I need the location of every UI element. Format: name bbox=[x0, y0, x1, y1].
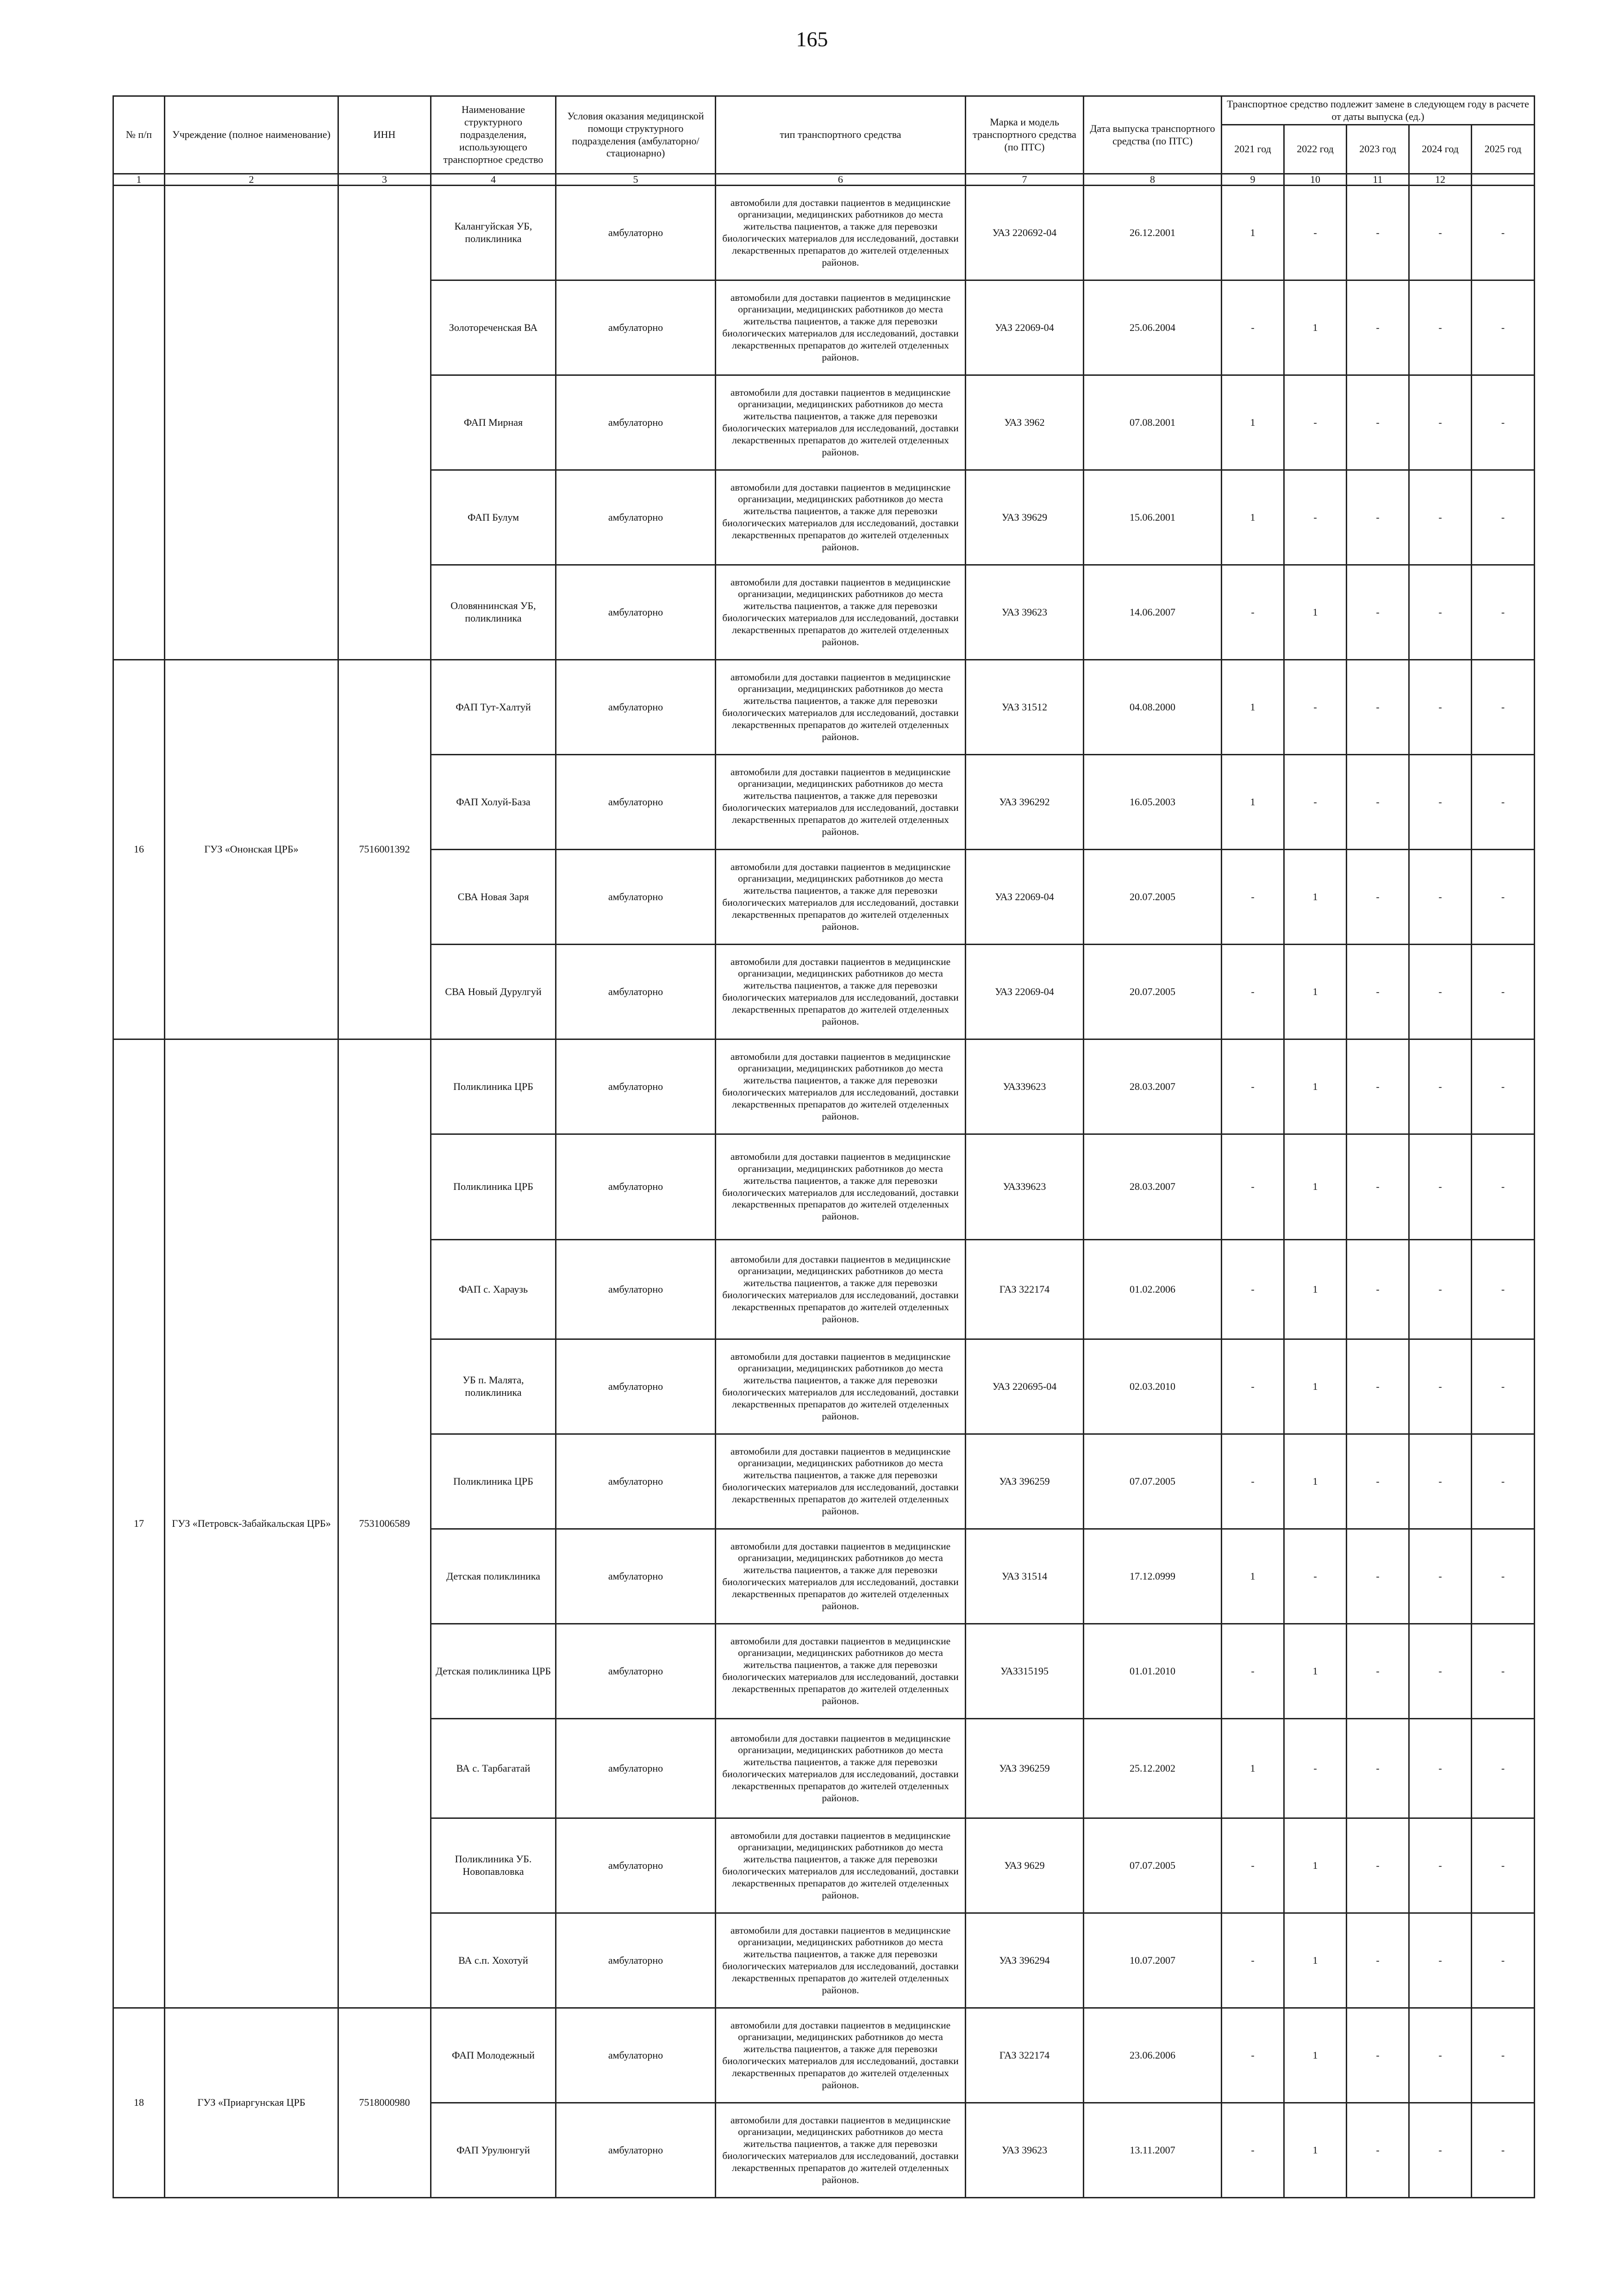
replace-2021-cell: - bbox=[1222, 1339, 1284, 1434]
release-date-cell: 10.07.2007 bbox=[1084, 1913, 1222, 2008]
table-row bbox=[113, 660, 1535, 755]
release-date-cell: 14.06.2007 bbox=[1084, 565, 1222, 660]
subdivision-cell: Поликлиника УБ. Новопавловка bbox=[431, 1818, 556, 1913]
conditions-cell: амбулаторно bbox=[556, 1719, 716, 1818]
model-cell: ГАЗ 322174 bbox=[966, 2008, 1084, 2103]
release-date-cell: 13.11.2007 bbox=[1084, 2103, 1222, 2198]
inn-cell: 7531006589 bbox=[338, 1039, 431, 2008]
replace-2021-cell: - bbox=[1222, 1624, 1284, 1719]
replace-2025-cell: - bbox=[1472, 755, 1535, 850]
subdivision-cell: Калангуйская УБ, поликлиника bbox=[431, 186, 556, 280]
replace-2021-cell: - bbox=[1222, 1039, 1284, 1134]
replace-2025-cell: - bbox=[1472, 565, 1535, 660]
release-date-cell: 23.06.2006 bbox=[1084, 2008, 1222, 2103]
replace-2022-cell: 1 bbox=[1284, 565, 1347, 660]
subdivision-cell: СВА Новый Дурулгуй bbox=[431, 945, 556, 1039]
replace-2024-cell: - bbox=[1409, 660, 1472, 755]
replace-2023-cell: - bbox=[1347, 1719, 1409, 1818]
replace-2025-cell: - bbox=[1472, 2008, 1535, 2103]
replace-2024-cell: - bbox=[1409, 1240, 1472, 1339]
column-number: 2 bbox=[165, 174, 338, 186]
header-year-2022: 2022 год bbox=[1284, 125, 1347, 174]
subdivision-cell: Поликлиника ЦРБ bbox=[431, 1134, 556, 1240]
release-date-cell: 28.03.2007 bbox=[1084, 1134, 1222, 1240]
model-cell: УАЗ 31514 bbox=[966, 1529, 1084, 1624]
release-date-cell: 04.08.2000 bbox=[1084, 660, 1222, 755]
model-cell: УАЗ 39623 bbox=[966, 2103, 1084, 2198]
subdivision-cell: ФАП Холуй-База bbox=[431, 755, 556, 850]
release-date-cell: 20.07.2005 bbox=[1084, 850, 1222, 945]
replace-2025-cell: - bbox=[1472, 375, 1535, 470]
table-row bbox=[113, 186, 1535, 280]
model-cell: УАЗ315195 bbox=[966, 1624, 1084, 1719]
column-number: 10 bbox=[1284, 174, 1347, 186]
replace-2024-cell: - bbox=[1409, 850, 1472, 945]
vehicle-type-cell: автомобили для доставки пациентов в медицинские организации, медицинских работников до места жительства пациентов, а также для перевозки биологических материалов для исследований, доставки лекарственных препаратов до жителей отделенных районов. bbox=[716, 660, 966, 755]
release-date-cell: 15.06.2001 bbox=[1084, 470, 1222, 565]
replace-2023-cell: - bbox=[1347, 755, 1409, 850]
replace-2025-cell: - bbox=[1472, 470, 1535, 565]
subdivision-cell: ФАП Урулюнгуй bbox=[431, 2103, 556, 2198]
replace-2021-cell: - bbox=[1222, 850, 1284, 945]
subdivision-cell: ФАП Мирная bbox=[431, 375, 556, 470]
replace-2023-cell: - bbox=[1347, 1039, 1409, 1134]
model-cell: УАЗ39623 bbox=[966, 1134, 1084, 1240]
inn-cell: 7516001392 bbox=[338, 660, 431, 1039]
vehicle-type-cell: автомобили для доставки пациентов в медицинские организации, медицинских работников до места жительства пациентов, а также для перевозки биологических материалов для исследований, доставки лекарственных препаратов до жителей отделенных районов. bbox=[716, 280, 966, 375]
subdivision-cell: Оловяннинская УБ, поликлиника bbox=[431, 565, 556, 660]
replace-2024-cell: - bbox=[1409, 2103, 1472, 2198]
conditions-cell: амбулаторно bbox=[556, 186, 716, 280]
header-release-date: Дата выпуска транспортного средства (по ПТС) bbox=[1084, 96, 1222, 174]
conditions-cell: амбулаторно bbox=[556, 660, 716, 755]
column-number: 6 bbox=[716, 174, 966, 186]
replace-2022-cell: 1 bbox=[1284, 1913, 1347, 2008]
replace-2021-cell: - bbox=[1222, 1818, 1284, 1913]
column-number: 11 bbox=[1347, 174, 1409, 186]
table-row bbox=[113, 2008, 1535, 2103]
replace-2022-cell: 1 bbox=[1284, 945, 1347, 1039]
replace-2023-cell: - bbox=[1347, 280, 1409, 375]
column-number: 5 bbox=[556, 174, 716, 186]
header-replacement-group: Транспортное средство подлежит замене в следующем году в расчете от даты выпуска (ед.) bbox=[1222, 96, 1535, 125]
replace-2022-cell: - bbox=[1284, 1529, 1347, 1624]
replace-2021-cell: 1 bbox=[1222, 660, 1284, 755]
replace-2025-cell: - bbox=[1472, 945, 1535, 1039]
release-date-cell: 25.12.2002 bbox=[1084, 1719, 1222, 1818]
replace-2025-cell: - bbox=[1472, 850, 1535, 945]
model-cell: ГАЗ 322174 bbox=[966, 1240, 1084, 1339]
replace-2025-cell: - bbox=[1472, 1818, 1535, 1913]
replace-2023-cell: - bbox=[1347, 1624, 1409, 1719]
replace-2022-cell: 1 bbox=[1284, 1818, 1347, 1913]
replace-2021-cell: - bbox=[1222, 1240, 1284, 1339]
subdivision-cell: Поликлиника ЦРБ bbox=[431, 1039, 556, 1134]
replace-2025-cell: - bbox=[1472, 1719, 1535, 1818]
model-cell: УАЗ 31512 bbox=[966, 660, 1084, 755]
column-number: 3 bbox=[338, 174, 431, 186]
release-date-cell: 07.08.2001 bbox=[1084, 375, 1222, 470]
replace-2021-cell: 1 bbox=[1222, 375, 1284, 470]
group-num-cell: 17 bbox=[113, 1039, 165, 2008]
conditions-cell: амбулаторно bbox=[556, 1624, 716, 1719]
replace-2024-cell: - bbox=[1409, 375, 1472, 470]
replace-2021-cell: - bbox=[1222, 945, 1284, 1039]
institution-cell: ГУЗ «Петровск-Забайкальская ЦРБ» bbox=[165, 1039, 338, 2008]
conditions-cell: амбулаторно bbox=[556, 2008, 716, 2103]
model-cell: УАЗ 39623 bbox=[966, 565, 1084, 660]
column-number: 7 bbox=[966, 174, 1084, 186]
release-date-cell: 16.05.2003 bbox=[1084, 755, 1222, 850]
column-number: 9 bbox=[1222, 174, 1284, 186]
release-date-cell: 25.06.2004 bbox=[1084, 280, 1222, 375]
column-number: 12 bbox=[1409, 174, 1472, 186]
conditions-cell: амбулаторно bbox=[556, 1913, 716, 2008]
replace-2021-cell: 1 bbox=[1222, 1719, 1284, 1818]
vehicle-type-cell: автомобили для доставки пациентов в медицинские организации, медицинских работников до места жительства пациентов, а также для перевозки биологических материалов для исследований, доставки лекарственных препаратов до жителей отделенных районов. bbox=[716, 565, 966, 660]
conditions-cell: амбулаторно bbox=[556, 945, 716, 1039]
model-cell: УАЗ39623 bbox=[966, 1039, 1084, 1134]
replace-2024-cell: - bbox=[1409, 1529, 1472, 1624]
release-date-cell: 17.12.0999 bbox=[1084, 1529, 1222, 1624]
page-number: 165 bbox=[796, 27, 828, 51]
conditions-cell: амбулаторно bbox=[556, 470, 716, 565]
vehicle-type-cell: автомобили для доставки пациентов в медицинские организации, медицинских работников до места жительства пациентов, а также для перевозки биологических материалов для исследований, доставки лекарственных препаратов до жителей отделенных районов. bbox=[716, 1818, 966, 1913]
model-cell: УАЗ 396259 bbox=[966, 1434, 1084, 1529]
replace-2023-cell: - bbox=[1347, 850, 1409, 945]
header-year-2023: 2023 год bbox=[1347, 125, 1409, 174]
model-cell: УАЗ 9629 bbox=[966, 1818, 1084, 1913]
model-cell: УАЗ 22069-04 bbox=[966, 945, 1084, 1039]
replace-2022-cell: 1 bbox=[1284, 280, 1347, 375]
replace-2025-cell: - bbox=[1472, 2103, 1535, 2198]
replace-2021-cell: 1 bbox=[1222, 755, 1284, 850]
header-year-2025: 2025 год bbox=[1472, 125, 1535, 174]
replace-2021-cell: 1 bbox=[1222, 186, 1284, 280]
replace-2025-cell: - bbox=[1472, 660, 1535, 755]
model-cell: УАЗ 22069-04 bbox=[966, 280, 1084, 375]
replace-2023-cell: - bbox=[1347, 1529, 1409, 1624]
replace-2022-cell: 1 bbox=[1284, 1039, 1347, 1134]
model-cell: УАЗ 39629 bbox=[966, 470, 1084, 565]
replace-2021-cell: 1 bbox=[1222, 470, 1284, 565]
model-cell: УАЗ 220695-04 bbox=[966, 1339, 1084, 1434]
vehicle-type-cell: автомобили для доставки пациентов в медицинские организации, медицинских работников до места жительства пациентов, а также для перевозки биологических материалов для исследований, доставки лекарственных препаратов до жителей отделенных районов. bbox=[716, 1529, 966, 1624]
vehicle-type-cell: автомобили для доставки пациентов в медицинские организации, медицинских работников до места жительства пациентов, а также для перевозки биологических материалов для исследований, доставки лекарственных препаратов до жителей отделенных районов. bbox=[716, 2103, 966, 2198]
replace-2023-cell: - bbox=[1347, 945, 1409, 1039]
inn-cell bbox=[338, 186, 431, 660]
conditions-cell: амбулаторно bbox=[556, 1818, 716, 1913]
replace-2022-cell: 1 bbox=[1284, 1339, 1347, 1434]
replace-2022-cell: 1 bbox=[1284, 2008, 1347, 2103]
replace-2023-cell: - bbox=[1347, 1434, 1409, 1529]
replace-2024-cell: - bbox=[1409, 1434, 1472, 1529]
vehicle-type-cell: автомобили для доставки пациентов в медицинские организации, медицинских работников до места жительства пациентов, а также для перевозки биологических материалов для исследований, доставки лекарственных препаратов до жителей отделенных районов. bbox=[716, 2008, 966, 2103]
replace-2022-cell: 1 bbox=[1284, 1134, 1347, 1240]
conditions-cell: амбулаторно bbox=[556, 1339, 716, 1434]
replace-2024-cell: - bbox=[1409, 1339, 1472, 1434]
vehicle-type-cell: автомобили для доставки пациентов в медицинские организации, медицинских работников до места жительства пациентов, а также для перевозки биологических материалов для исследований, доставки лекарственных препаратов до жителей отделенных районов. bbox=[716, 755, 966, 850]
replace-2023-cell: - bbox=[1347, 565, 1409, 660]
model-cell: УАЗ 396259 bbox=[966, 1719, 1084, 1818]
replace-2025-cell: - bbox=[1472, 280, 1535, 375]
institution-cell: ГУЗ «Ононская ЦРБ» bbox=[165, 660, 338, 1039]
header-vehicle-type: тип транспортного средства bbox=[716, 96, 966, 174]
replace-2022-cell: 1 bbox=[1284, 1434, 1347, 1529]
replace-2022-cell: - bbox=[1284, 660, 1347, 755]
vehicle-replacement-table bbox=[112, 95, 1535, 2198]
vehicle-type-cell: автомобили для доставки пациентов в медицинские организации, медицинских работников до места жительства пациентов, а также для перевозки биологических материалов для исследований, доставки лекарственных препаратов до жителей отделенных районов. bbox=[716, 1240, 966, 1339]
replace-2021-cell: - bbox=[1222, 280, 1284, 375]
model-cell: УАЗ 396292 bbox=[966, 755, 1084, 850]
replace-2023-cell: - bbox=[1347, 470, 1409, 565]
group-num-cell: 16 bbox=[113, 660, 165, 1039]
vehicle-type-cell: автомобили для доставки пациентов в медицинские организации, медицинских работников до места жительства пациентов, а также для перевозки биологических материалов для исследований, доставки лекарственных препаратов до жителей отделенных районов. bbox=[716, 1039, 966, 1134]
replace-2022-cell: 1 bbox=[1284, 850, 1347, 945]
replace-2023-cell: - bbox=[1347, 1134, 1409, 1240]
replace-2022-cell: 1 bbox=[1284, 1624, 1347, 1719]
replace-2025-cell: - bbox=[1472, 1339, 1535, 1434]
replace-2023-cell: - bbox=[1347, 1913, 1409, 2008]
subdivision-cell: Поликлиника ЦРБ bbox=[431, 1434, 556, 1529]
institution-cell bbox=[165, 186, 338, 660]
release-date-cell: 20.07.2005 bbox=[1084, 945, 1222, 1039]
replace-2025-cell: - bbox=[1472, 186, 1535, 280]
replace-2022-cell: 1 bbox=[1284, 2103, 1347, 2198]
header-subdivision: Наименование структурного подразделения, использующего транспортное средство bbox=[431, 96, 556, 174]
subdivision-cell: Золотореченская ВА bbox=[431, 280, 556, 375]
conditions-cell: амбулаторно bbox=[556, 565, 716, 660]
release-date-cell: 28.03.2007 bbox=[1084, 1039, 1222, 1134]
column-number-row bbox=[113, 174, 1535, 186]
release-date-cell: 02.03.2010 bbox=[1084, 1339, 1222, 1434]
replace-2024-cell: - bbox=[1409, 945, 1472, 1039]
vehicle-type-cell: автомобили для доставки пациентов в медицинские организации, медицинских работников до места жительства пациентов, а также для перевозки биологических материалов для исследований, доставки лекарственных препаратов до жителей отделенных районов. bbox=[716, 945, 966, 1039]
conditions-cell: амбулаторно bbox=[556, 1039, 716, 1134]
institution-cell: ГУЗ «Приаргунская ЦРБ bbox=[165, 2008, 338, 2198]
replace-2024-cell: - bbox=[1409, 565, 1472, 660]
release-date-cell: 26.12.2001 bbox=[1084, 186, 1222, 280]
header-institution: Учреждение (полное наименование) bbox=[165, 96, 338, 174]
replace-2021-cell: - bbox=[1222, 565, 1284, 660]
replace-2022-cell: 1 bbox=[1284, 1240, 1347, 1339]
replace-2025-cell: - bbox=[1472, 1240, 1535, 1339]
replace-2022-cell: - bbox=[1284, 470, 1347, 565]
column-number bbox=[1472, 174, 1535, 186]
conditions-cell: амбулаторно bbox=[556, 1240, 716, 1339]
replace-2022-cell: - bbox=[1284, 1719, 1347, 1818]
replace-2024-cell: - bbox=[1409, 1134, 1472, 1240]
vehicle-type-cell: автомобили для доставки пациентов в медицинские организации, медицинских работников до места жительства пациентов, а также для перевозки биологических материалов для исследований, доставки лекарственных препаратов до жителей отделенных районов. bbox=[716, 1624, 966, 1719]
vehicle-type-cell: автомобили для доставки пациентов в медицинские организации, медицинских работников до места жительства пациентов, а также для перевозки биологических материалов для исследований, доставки лекарственных препаратов до жителей отделенных районов. bbox=[716, 470, 966, 565]
header-num: № п/п bbox=[113, 96, 165, 174]
conditions-cell: амбулаторно bbox=[556, 280, 716, 375]
subdivision-cell: ВА с.п. Хохотуй bbox=[431, 1913, 556, 2008]
subdivision-cell: Детская поликлиника bbox=[431, 1529, 556, 1624]
replace-2024-cell: - bbox=[1409, 280, 1472, 375]
release-date-cell: 07.07.2005 bbox=[1084, 1434, 1222, 1529]
vehicle-type-cell: автомобили для доставки пациентов в медицинские организации, медицинских работников до места жительства пациентов, а также для перевозки биологических материалов для исследований, доставки лекарственных препаратов до жителей отделенных районов. bbox=[716, 1339, 966, 1434]
replace-2023-cell: - bbox=[1347, 186, 1409, 280]
conditions-cell: амбулаторно bbox=[556, 1434, 716, 1529]
replace-2023-cell: - bbox=[1347, 660, 1409, 755]
column-number: 4 bbox=[431, 174, 556, 186]
subdivision-cell: ФАП Тут-Халтуй bbox=[431, 660, 556, 755]
replace-2021-cell: - bbox=[1222, 1134, 1284, 1240]
replace-2024-cell: - bbox=[1409, 186, 1472, 280]
replace-2021-cell: 1 bbox=[1222, 1529, 1284, 1624]
replace-2021-cell: - bbox=[1222, 2008, 1284, 2103]
replace-2024-cell: - bbox=[1409, 1818, 1472, 1913]
replace-2023-cell: - bbox=[1347, 1818, 1409, 1913]
replace-2024-cell: - bbox=[1409, 2008, 1472, 2103]
replace-2023-cell: - bbox=[1347, 1240, 1409, 1339]
replace-2023-cell: - bbox=[1347, 375, 1409, 470]
replace-2025-cell: - bbox=[1472, 1039, 1535, 1134]
model-cell: УАЗ 22069-04 bbox=[966, 850, 1084, 945]
subdivision-cell: СВА Новая Заря bbox=[431, 850, 556, 945]
table-row bbox=[113, 1039, 1535, 1134]
replace-2021-cell: - bbox=[1222, 1434, 1284, 1529]
column-number: 1 bbox=[113, 174, 165, 186]
column-number: 8 bbox=[1084, 174, 1222, 186]
subdivision-cell: ФАП с. Хараузь bbox=[431, 1240, 556, 1339]
model-cell: УАЗ 220692-04 bbox=[966, 186, 1084, 280]
replace-2022-cell: - bbox=[1284, 186, 1347, 280]
conditions-cell: амбулаторно bbox=[556, 375, 716, 470]
replace-2023-cell: - bbox=[1347, 1339, 1409, 1434]
vehicle-type-cell: автомобили для доставки пациентов в медицинские организации, медицинских работников до места жительства пациентов, а также для перевозки биологических материалов для исследований, доставки лекарственных препаратов до жителей отделенных районов. bbox=[716, 1134, 966, 1240]
vehicle-type-cell: автомобили для доставки пациентов в медицинские организации, медицинских работников до места жительства пациентов, а также для перевозки биологических материалов для исследований, доставки лекарственных препаратов до жителей отделенных районов. bbox=[716, 186, 966, 280]
vehicle-type-cell: автомобили для доставки пациентов в медицинские организации, медицинских работников до места жительства пациентов, а также для перевозки биологических материалов для исследований, доставки лекарственных препаратов до жителей отделенных районов. bbox=[716, 850, 966, 945]
header-year-2024: 2024 год bbox=[1409, 125, 1472, 174]
replace-2025-cell: - bbox=[1472, 1913, 1535, 2008]
conditions-cell: амбулаторно bbox=[556, 850, 716, 945]
conditions-cell: амбулаторно bbox=[556, 2103, 716, 2198]
group-num-cell: 18 bbox=[113, 2008, 165, 2198]
vehicle-type-cell: автомобили для доставки пациентов в медицинские организации, медицинских работников до места жительства пациентов, а также для перевозки биологических материалов для исследований, доставки лекарственных препаратов до жителей отделенных районов. bbox=[716, 1719, 966, 1818]
subdivision-cell: Детская поликлиника ЦРБ bbox=[431, 1624, 556, 1719]
inn-cell: 7518000980 bbox=[338, 2008, 431, 2198]
conditions-cell: амбулаторно bbox=[556, 1529, 716, 1624]
replace-2022-cell: - bbox=[1284, 375, 1347, 470]
subdivision-cell: ФАП Булум bbox=[431, 470, 556, 565]
model-cell: УАЗ 3962 bbox=[966, 375, 1084, 470]
subdivision-cell: ФАП Молодежный bbox=[431, 2008, 556, 2103]
table-body bbox=[113, 186, 1535, 2198]
vehicle-type-cell: автомобили для доставки пациентов в медицинские организации, медицинских работников до места жительства пациентов, а также для перевозки биологических материалов для исследований, доставки лекарственных препаратов до жителей отделенных районов. bbox=[716, 375, 966, 470]
release-date-cell: 07.07.2005 bbox=[1084, 1818, 1222, 1913]
replace-2025-cell: - bbox=[1472, 1434, 1535, 1529]
replace-2025-cell: - bbox=[1472, 1529, 1535, 1624]
replace-2024-cell: - bbox=[1409, 470, 1472, 565]
subdivision-cell: УБ п. Малята, поликлиника bbox=[431, 1339, 556, 1434]
replace-2024-cell: - bbox=[1409, 1624, 1472, 1719]
release-date-cell: 01.01.2010 bbox=[1084, 1624, 1222, 1719]
replace-2023-cell: - bbox=[1347, 2008, 1409, 2103]
replace-2025-cell: - bbox=[1472, 1624, 1535, 1719]
replace-2025-cell: - bbox=[1472, 1134, 1535, 1240]
replace-2024-cell: - bbox=[1409, 755, 1472, 850]
header-conditions: Условия оказания медицинской помощи структурного подразделения (амбулаторно/стационарно) bbox=[556, 96, 716, 174]
header-inn: ИНН bbox=[338, 96, 431, 174]
replace-2024-cell: - bbox=[1409, 1913, 1472, 2008]
vehicle-type-cell: автомобили для доставки пациентов в медицинские организации, медицинских работников до места жительства пациентов, а также для перевозки биологических материалов для исследований, доставки лекарственных препаратов до жителей отделенных районов. bbox=[716, 1434, 966, 1529]
replace-2021-cell: - bbox=[1222, 2103, 1284, 2198]
header-model: Марка и модель транспортного средства (по ПТС) bbox=[966, 96, 1084, 174]
conditions-cell: амбулаторно bbox=[556, 755, 716, 850]
header-year-2021: 2021 год bbox=[1222, 125, 1284, 174]
release-date-cell: 01.02.2006 bbox=[1084, 1240, 1222, 1339]
model-cell: УАЗ 396294 bbox=[966, 1913, 1084, 2008]
replace-2021-cell: - bbox=[1222, 1913, 1284, 2008]
replace-2022-cell: - bbox=[1284, 755, 1347, 850]
replace-2024-cell: - bbox=[1409, 1719, 1472, 1818]
group-num-cell bbox=[113, 186, 165, 660]
replace-2024-cell: - bbox=[1409, 1039, 1472, 1134]
replace-2023-cell: - bbox=[1347, 2103, 1409, 2198]
subdivision-cell: ВА с. Тарбагатай bbox=[431, 1719, 556, 1818]
conditions-cell: амбулаторно bbox=[556, 1134, 716, 1240]
vehicle-type-cell: автомобили для доставки пациентов в медицинские организации, медицинских работников до места жительства пациентов, а также для перевозки биологических материалов для исследований, доставки лекарственных препаратов до жителей отделенных районов. bbox=[716, 1913, 966, 2008]
